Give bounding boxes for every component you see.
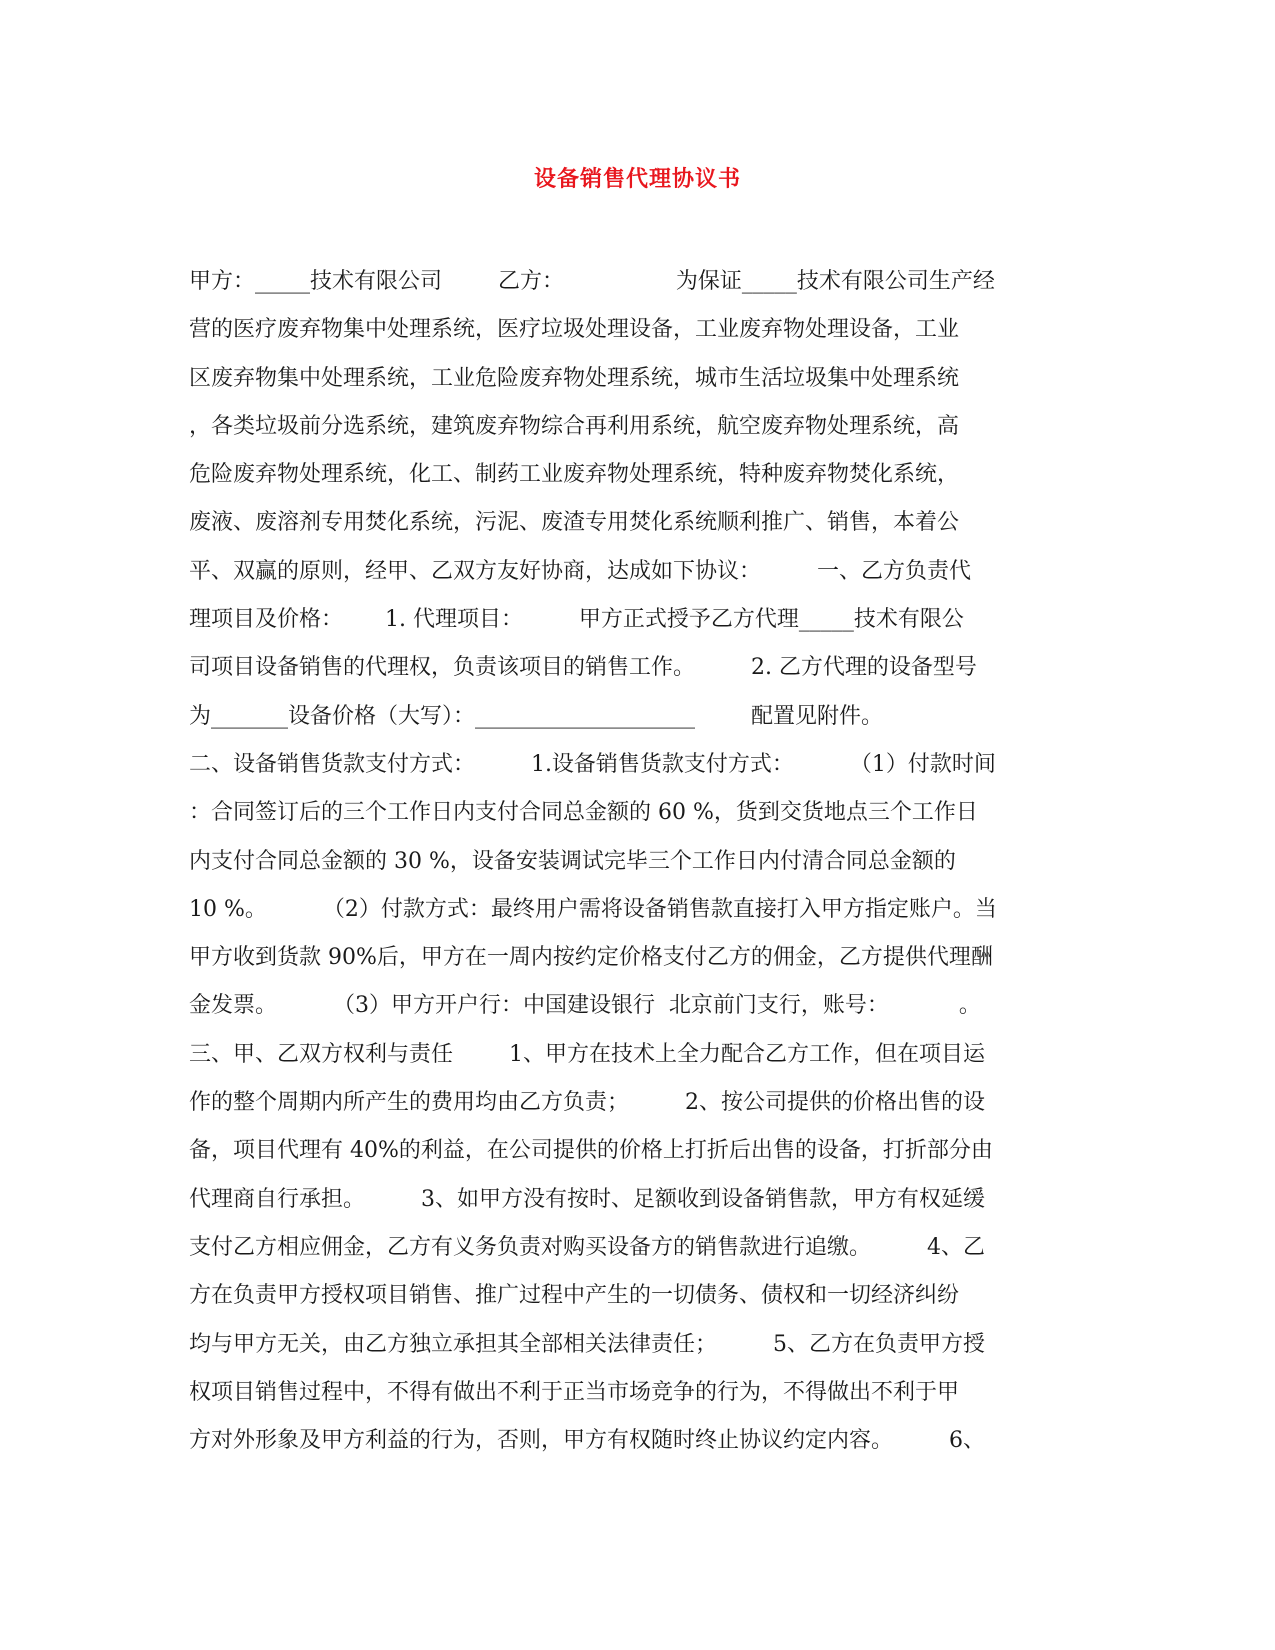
body-line: 危险废弃物处理系统，化工、制药工业废弃物处理系统，特种废弃物焚化系统， [189, 462, 960, 488]
body-line: 10 %。 （2）付款方式：最终用户需将设备销售款直接打入甲方指定账户。当 [189, 896, 997, 922]
body-line: 司项目设备销售的代理权，负责该项目的销售工作。 2. 乙方代理的设备型号 [189, 655, 977, 681]
body-line: 作的整个周期内所产生的费用均由乙方负责； 2、按公司提供的价格出售的设 [189, 1090, 985, 1116]
body-line: 金发票。 （3）甲方开户行：中国建设银行 北京前门支行，账号： 。 [189, 993, 981, 1019]
body-line: 均与甲方无关，由乙方独立承担其全部相关法律责任； 5、乙方在负责甲方授 [189, 1331, 985, 1357]
body-line: 甲方收到货款 90%后，甲方在一周内按约定价格支付乙方的佣金，乙方提供代理酬 [189, 945, 993, 971]
body-line: 备，项目代理有 40%的利益，在公司提供的价格上打折后出售的设备，打折部分由 [189, 1138, 993, 1164]
body-line: 废液、废溶剂专用焚化系统，污泥、废渣专用焚化系统顺利推广、销售，本着公 [189, 510, 960, 536]
body-line: 平、双赢的原则，经甲、乙双方友好协商，达成如下协议： 一、乙方负责代 [189, 558, 971, 584]
body-line: 甲方：_____技术有限公司 乙方： 为保证_____技术有限公司生产经 [189, 269, 995, 294]
body-line: 方在负责甲方授权项目销售、推广过程中产生的一切债务、债权和一切经济纠纷 [189, 1283, 960, 1309]
body-line: 方对外形象及甲方利益的行为，否则，甲方有权随时终止协议约定内容。 6、 [189, 1428, 985, 1454]
body-line: 为_______设备价格（大写）：____________________ 配置见附件。 [189, 703, 883, 729]
document-body [189, 258, 1089, 1465]
body-line: 理项目及价格： 1. 代理项目： 甲方正式授予乙方代理_____技术有限公 [189, 607, 964, 633]
body-line: ：合同签订后的三个工作日内支付合同总金额的 60 %，货到交货地点三个工作日 [189, 800, 978, 826]
body-line: 三、甲、乙双方权利与责任 1、甲方在技术上全力配合乙方工作，但在项目运 [189, 1041, 985, 1067]
body-line: 营的医疗废弃物集中处理系统，医疗垃圾处理设备，工业废弃物处理设备，工业 [189, 317, 960, 343]
body-line: 区废弃物集中处理系统，工业危险废弃物处理系统，城市生活垃圾集中处理系统 [189, 365, 960, 391]
body-line: 支付乙方相应佣金，乙方有义务负责对购买设备方的销售款进行追缴。 4、乙 [189, 1234, 985, 1260]
body-line: 内支付合同总金额的 30 %，设备安装调试完毕三个工作日内付清合同总金额的 [189, 848, 956, 874]
document-title: 设备销售代理协议书 [533, 166, 741, 192]
body-line: 代理商自行承担。 3、如甲方没有按时、足额收到设备销售款，甲方有权延缓 [189, 1186, 985, 1212]
body-line: 权项目销售过程中，不得有做出不利于正当市场竞争的行为，不得做出不利于甲 [189, 1379, 960, 1405]
body-line: 二、设备销售货款支付方式： 1.设备销售货款支付方式： （1）付款时间 [189, 751, 996, 777]
body-line: ，各类垃圾前分选系统，建筑废弃物综合再利用系统，航空废弃物处理系统，高 [189, 413, 960, 439]
